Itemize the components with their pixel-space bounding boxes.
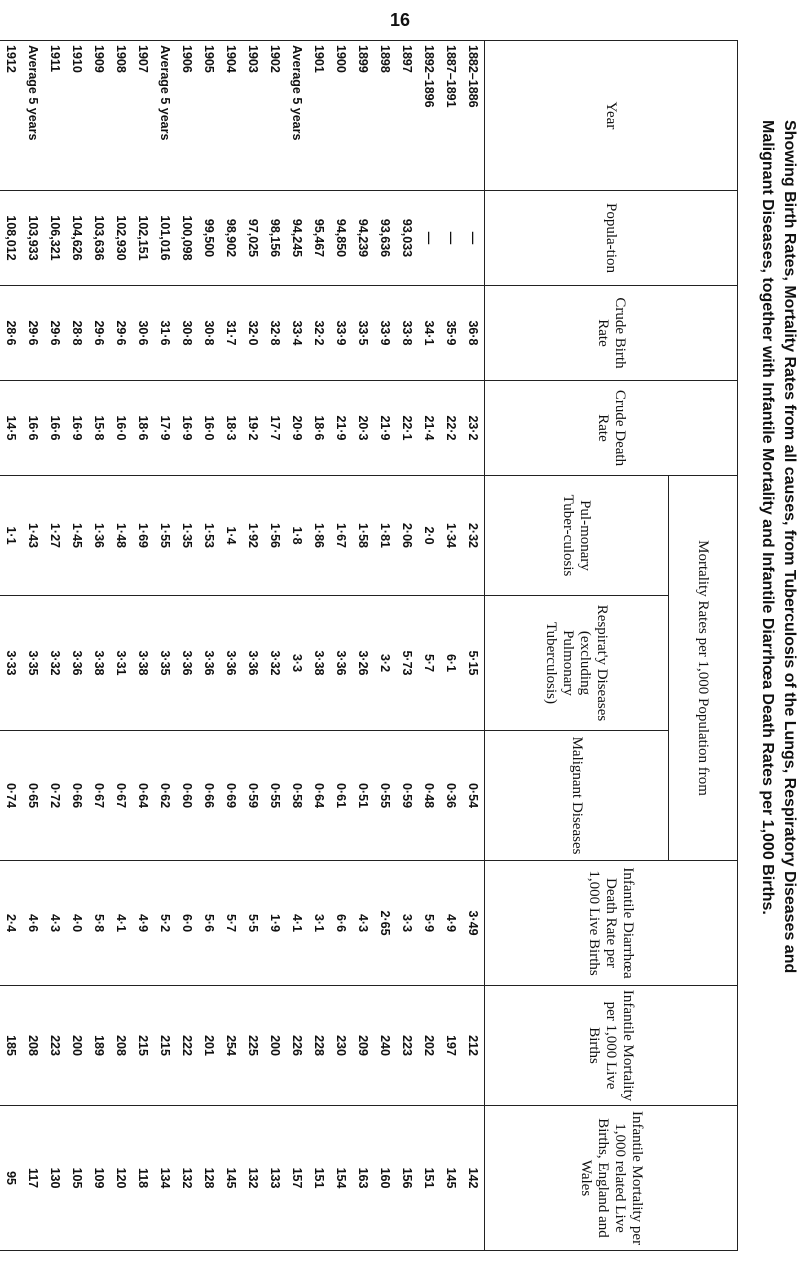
cell-birth-rate: 29·6 xyxy=(22,286,44,381)
cell-respiratory: 3·32 xyxy=(264,596,286,731)
cell-year: 1906 xyxy=(176,41,198,191)
cell-pulmonary-tb: 1·27 xyxy=(44,476,66,596)
cell-year: 1907 xyxy=(132,41,154,191)
cell-infant-mortality-ew: 156 xyxy=(396,1106,418,1251)
cell-birth-rate: 33·4 xyxy=(286,286,308,381)
cell-respiratory: 3·33 xyxy=(0,596,22,731)
cell-year: 1905 xyxy=(198,41,220,191)
cell-malignant: 0·72 xyxy=(44,731,66,861)
cell-pulmonary-tb: 1·67 xyxy=(330,476,352,596)
title-line-1: Showing Birth Rates, Mortality Rates from all causes, from Tuberculosis of the Lungs, Respiratory Diseases and xyxy=(781,120,798,974)
cell-diarrhoea-rate: 4·3 xyxy=(352,861,374,986)
cell-population: 103,636 xyxy=(88,191,110,286)
cell-infant-mortality: 200 xyxy=(264,986,286,1106)
cell-population: 98,156 xyxy=(264,191,286,286)
vital-statistics-table xyxy=(0,40,738,1251)
cell-birth-rate: 32·2 xyxy=(308,286,330,381)
cell-population: 108,012 xyxy=(0,191,22,286)
cell-respiratory: 3·38 xyxy=(88,596,110,731)
page-number: 16 xyxy=(389,10,411,30)
cell-birth-rate: 30·8 xyxy=(176,286,198,381)
cell-year: 1909 xyxy=(88,41,110,191)
table-row xyxy=(0,41,22,1251)
cell-infant-mortality: 212 xyxy=(462,986,485,1106)
cell-pulmonary-tb: 1·34 xyxy=(440,476,462,596)
header-infant-mortality-england-wales: Infantile Mortality per 1,000 related Live Births, England and Wales xyxy=(485,1106,738,1251)
cell-respiratory: 3·36 xyxy=(198,596,220,731)
cell-infant-mortality: 226 xyxy=(286,986,308,1106)
cell-birth-rate: 29·6 xyxy=(44,286,66,381)
cell-infant-mortality-ew: 117 xyxy=(22,1106,44,1251)
cell-diarrhoea-rate: 6·0 xyxy=(176,861,198,986)
cell-infant-mortality: 209 xyxy=(352,986,374,1106)
cell-malignant: 0·67 xyxy=(88,731,110,861)
cell-pulmonary-tb: 1·69 xyxy=(132,476,154,596)
cell-pulmonary-tb: 2·0 xyxy=(418,476,440,596)
cell-birth-rate: 29·6 xyxy=(110,286,132,381)
cell-diarrhoea-rate: 5·5 xyxy=(242,861,264,986)
table-row xyxy=(462,41,485,1251)
cell-diarrhoea-rate: 4·0 xyxy=(66,861,88,986)
cell-infant-mortality: 225 xyxy=(242,986,264,1106)
cell-population: 97,025 xyxy=(242,191,264,286)
cell-birth-rate: 29·6 xyxy=(88,286,110,381)
document-title xyxy=(756,40,800,1250)
cell-year: 1882–1886 xyxy=(462,41,485,191)
cell-malignant: 0·55 xyxy=(264,731,286,861)
cell-birth-rate: 31·7 xyxy=(220,286,242,381)
cell-birth-rate: 30·8 xyxy=(198,286,220,381)
cell-death-rate: 21·4 xyxy=(418,381,440,476)
cell-infant-mortality: 223 xyxy=(396,986,418,1106)
cell-year: 1912 xyxy=(0,41,22,191)
cell-birth-rate: 33·9 xyxy=(330,286,352,381)
cell-respiratory: 3·36 xyxy=(242,596,264,731)
title-line-2: Malignant Diseases, together with Infantile Mortality and Infantile Diarrhœa Death Rates per 1,000 Births. xyxy=(759,120,776,915)
table-row xyxy=(352,41,374,1251)
cell-respiratory: 3·36 xyxy=(66,596,88,731)
cell-diarrhoea-rate: 4·9 xyxy=(440,861,462,986)
cell-diarrhoea-rate: 4·1 xyxy=(286,861,308,986)
cell-diarrhoea-rate: 3·3 xyxy=(396,861,418,986)
cell-malignant: 0·69 xyxy=(220,731,242,861)
cell-infant-mortality-ew: 151 xyxy=(418,1106,440,1251)
cell-diarrhoea-rate: 2·4 xyxy=(0,861,22,986)
table-row xyxy=(330,41,352,1251)
table-row xyxy=(44,41,66,1251)
cell-diarrhoea-rate: 6·6 xyxy=(330,861,352,986)
header-pulmonary-tuberculosis: Pul-monary Tuber-culosis xyxy=(485,476,669,596)
table-row xyxy=(374,41,396,1251)
cell-death-rate: 22·1 xyxy=(396,381,418,476)
cell-death-rate: 16·6 xyxy=(22,381,44,476)
cell-diarrhoea-rate: 5·2 xyxy=(154,861,176,986)
cell-birth-rate: 32·8 xyxy=(264,286,286,381)
cell-infant-mortality-ew: 132 xyxy=(176,1106,198,1251)
header-diarrhoea-rate: Infantile Diarrhœa Death Rate per 1,000 Live Births xyxy=(485,861,738,986)
table-row xyxy=(418,41,440,1251)
cell-year: 1904 xyxy=(220,41,242,191)
cell-death-rate: 15·8 xyxy=(88,381,110,476)
cell-infant-mortality-ew: 157 xyxy=(286,1106,308,1251)
cell-population: 95,467 xyxy=(308,191,330,286)
cell-respiratory: 3·35 xyxy=(154,596,176,731)
table-body xyxy=(0,41,485,1251)
rotated-table-block xyxy=(4,40,800,1250)
cell-population: 98,902 xyxy=(220,191,242,286)
cell-pulmonary-tb: 1·35 xyxy=(176,476,198,596)
cell-infant-mortality: 197 xyxy=(440,986,462,1106)
cell-infant-mortality: 230 xyxy=(330,986,352,1106)
cell-diarrhoea-rate: 4·9 xyxy=(132,861,154,986)
table-row xyxy=(308,41,330,1251)
header-infant-mortality: Infantile Mortality per 1,000 Live Births xyxy=(485,986,738,1106)
cell-infant-mortality: 201 xyxy=(198,986,220,1106)
cell-population: 106,321 xyxy=(44,191,66,286)
cell-year: 1899 xyxy=(352,41,374,191)
cell-respiratory: 3·38 xyxy=(308,596,330,731)
cell-birth-rate: 30·6 xyxy=(132,286,154,381)
cell-pulmonary-tb: 1·45 xyxy=(66,476,88,596)
cell-respiratory: 3·38 xyxy=(132,596,154,731)
cell-malignant: 0·62 xyxy=(154,731,176,861)
cell-year: 1900 xyxy=(330,41,352,191)
table-row xyxy=(264,41,286,1251)
cell-infant-mortality: 254 xyxy=(220,986,242,1106)
cell-population: — xyxy=(440,191,462,286)
cell-infant-mortality: 202 xyxy=(418,986,440,1106)
cell-infant-mortality-ew: 128 xyxy=(198,1106,220,1251)
cell-year: 1897 xyxy=(396,41,418,191)
cell-infant-mortality-ew: 145 xyxy=(440,1106,462,1251)
cell-pulmonary-tb: 1·43 xyxy=(22,476,44,596)
average-row xyxy=(154,41,176,1251)
cell-pulmonary-tb: 1·55 xyxy=(154,476,176,596)
average-row xyxy=(22,41,44,1251)
cell-infant-mortality: 240 xyxy=(374,986,396,1106)
cell-population: 101,016 xyxy=(154,191,176,286)
cell-population: 94,239 xyxy=(352,191,374,286)
table-row xyxy=(198,41,220,1251)
cell-infant-mortality-ew: 145 xyxy=(220,1106,242,1251)
cell-population: 100,098 xyxy=(176,191,198,286)
cell-pulmonary-tb: 1·48 xyxy=(110,476,132,596)
cell-population: 93,636 xyxy=(374,191,396,286)
cell-infant-mortality-ew: 109 xyxy=(88,1106,110,1251)
cell-infant-mortality-ew: 120 xyxy=(110,1106,132,1251)
cell-malignant: 0·64 xyxy=(132,731,154,861)
table-row xyxy=(132,41,154,1251)
cell-respiratory: 5·15 xyxy=(462,596,485,731)
cell-respiratory: 3·2 xyxy=(374,596,396,731)
cell-pulmonary-tb: 1·1 xyxy=(0,476,22,596)
cell-population: — xyxy=(418,191,440,286)
cell-death-rate: 17·7 xyxy=(264,381,286,476)
cell-infant-mortality-ew: 163 xyxy=(352,1106,374,1251)
cell-malignant: 0·74 xyxy=(0,731,22,861)
cell-infant-mortality-ew: 154 xyxy=(330,1106,352,1251)
cell-malignant: 0·59 xyxy=(242,731,264,861)
cell-infant-mortality: 189 xyxy=(88,986,110,1106)
header-year: Year xyxy=(485,41,738,191)
cell-respiratory: 3·36 xyxy=(220,596,242,731)
cell-respiratory: 3·36 xyxy=(330,596,352,731)
cell-diarrhoea-rate: 4·6 xyxy=(22,861,44,986)
cell-year: 1902 xyxy=(264,41,286,191)
cell-year: Average 5 years xyxy=(154,41,176,191)
table-row xyxy=(88,41,110,1251)
cell-respiratory: 3·3 xyxy=(286,596,308,731)
cell-respiratory: 3·31 xyxy=(110,596,132,731)
cell-malignant: 0·48 xyxy=(418,731,440,861)
cell-diarrhoea-rate: 5·6 xyxy=(198,861,220,986)
cell-death-rate: 23·2 xyxy=(462,381,485,476)
header-population: Popula-tion xyxy=(485,191,738,286)
cell-pulmonary-tb: 1·36 xyxy=(88,476,110,596)
average-row xyxy=(286,41,308,1251)
table-row xyxy=(66,41,88,1251)
cell-infant-mortality-ew: 142 xyxy=(462,1106,485,1251)
cell-year: Average 5 years xyxy=(22,41,44,191)
cell-pulmonary-tb: 1·56 xyxy=(264,476,286,596)
cell-birth-rate: 33·8 xyxy=(396,286,418,381)
cell-malignant: 0·60 xyxy=(176,731,198,861)
cell-population: 104,626 xyxy=(66,191,88,286)
cell-malignant: 0·54 xyxy=(462,731,485,861)
cell-diarrhoea-rate: 3·49 xyxy=(462,861,485,986)
cell-infant-mortality-ew: 134 xyxy=(154,1106,176,1251)
header-death-rate: Crude Death Rate xyxy=(485,381,738,476)
cell-death-rate: 16·0 xyxy=(198,381,220,476)
cell-malignant: 0·59 xyxy=(396,731,418,861)
cell-death-rate: 21·9 xyxy=(330,381,352,476)
cell-diarrhoea-rate: 5·8 xyxy=(88,861,110,986)
cell-pulmonary-tb: 2·06 xyxy=(396,476,418,596)
cell-diarrhoea-rate: 2·65 xyxy=(374,861,396,986)
cell-year: 1908 xyxy=(110,41,132,191)
cell-death-rate: 16·6 xyxy=(44,381,66,476)
cell-birth-rate: 32·0 xyxy=(242,286,264,381)
cell-death-rate: 17·9 xyxy=(154,381,176,476)
cell-year: 1892–1896 xyxy=(418,41,440,191)
cell-diarrhoea-rate: 4·1 xyxy=(110,861,132,986)
cell-death-rate: 16·9 xyxy=(66,381,88,476)
cell-death-rate: 16·0 xyxy=(110,381,132,476)
cell-malignant: 0·64 xyxy=(308,731,330,861)
cell-year: 1903 xyxy=(242,41,264,191)
cell-population: 93,033 xyxy=(396,191,418,286)
cell-pulmonary-tb: 1·8 xyxy=(286,476,308,596)
cell-pulmonary-tb: 1·53 xyxy=(198,476,220,596)
header-birth-rate: Crude Birth Rate xyxy=(485,286,738,381)
cell-population: 99,500 xyxy=(198,191,220,286)
cell-malignant: 0·67 xyxy=(110,731,132,861)
cell-death-rate: 21·9 xyxy=(374,381,396,476)
cell-birth-rate: 35·9 xyxy=(440,286,462,381)
cell-infant-mortality: 223 xyxy=(44,986,66,1106)
cell-death-rate: 20·3 xyxy=(352,381,374,476)
cell-infant-mortality: 208 xyxy=(110,986,132,1106)
cell-birth-rate: 36·8 xyxy=(462,286,485,381)
cell-pulmonary-tb: 1·4 xyxy=(220,476,242,596)
cell-year: 1898 xyxy=(374,41,396,191)
cell-population: 94,850 xyxy=(330,191,352,286)
cell-infant-mortality-ew: 130 xyxy=(44,1106,66,1251)
cell-malignant: 0·66 xyxy=(66,731,88,861)
cell-malignant: 0·65 xyxy=(22,731,44,861)
cell-pulmonary-tb: 1·81 xyxy=(374,476,396,596)
cell-infant-mortality-ew: 118 xyxy=(132,1106,154,1251)
cell-death-rate: 18·6 xyxy=(132,381,154,476)
header-mortality-group: Mortality Rates per 1,000 Population from xyxy=(669,476,738,861)
cell-death-rate: 18·6 xyxy=(308,381,330,476)
cell-birth-rate: 33·5 xyxy=(352,286,374,381)
cell-infant-mortality: 208 xyxy=(22,986,44,1106)
cell-infant-mortality-ew: 160 xyxy=(374,1106,396,1251)
cell-infant-mortality: 200 xyxy=(66,986,88,1106)
cell-malignant: 0·58 xyxy=(286,731,308,861)
cell-year: 1901 xyxy=(308,41,330,191)
cell-diarrhoea-rate: 5·9 xyxy=(418,861,440,986)
cell-infant-mortality-ew: 105 xyxy=(66,1106,88,1251)
cell-diarrhoea-rate: 3·1 xyxy=(308,861,330,986)
cell-respiratory: 5·7 xyxy=(418,596,440,731)
cell-death-rate: 18·3 xyxy=(220,381,242,476)
cell-pulmonary-tb: 1·86 xyxy=(308,476,330,596)
cell-malignant: 0·55 xyxy=(374,731,396,861)
cell-birth-rate: 28·8 xyxy=(66,286,88,381)
cell-birth-rate: 34·1 xyxy=(418,286,440,381)
cell-infant-mortality: 215 xyxy=(154,986,176,1106)
cell-infant-mortality-ew: 133 xyxy=(264,1106,286,1251)
cell-death-rate: 22·2 xyxy=(440,381,462,476)
cell-birth-rate: 33·9 xyxy=(374,286,396,381)
cell-birth-rate: 28·6 xyxy=(0,286,22,381)
cell-respiratory: 3·35 xyxy=(22,596,44,731)
cell-birth-rate: 31·6 xyxy=(154,286,176,381)
cell-respiratory: 3·26 xyxy=(352,596,374,731)
cell-diarrhoea-rate: 1·9 xyxy=(264,861,286,986)
cell-pulmonary-tb: 1·58 xyxy=(352,476,374,596)
table-row xyxy=(396,41,418,1251)
cell-respiratory: 3·36 xyxy=(176,596,198,731)
cell-year: Average 5 years xyxy=(286,41,308,191)
cell-infant-mortality: 215 xyxy=(132,986,154,1106)
cell-population: — xyxy=(462,191,485,286)
cell-year: 1911 xyxy=(44,41,66,191)
cell-malignant: 0·51 xyxy=(352,731,374,861)
table-row xyxy=(176,41,198,1251)
table-row xyxy=(440,41,462,1251)
cell-malignant: 0·66 xyxy=(198,731,220,861)
cell-infant-mortality: 228 xyxy=(308,986,330,1106)
table-row xyxy=(220,41,242,1251)
cell-death-rate: 19·2 xyxy=(242,381,264,476)
cell-population: 94,245 xyxy=(286,191,308,286)
cell-diarrhoea-rate: 5·7 xyxy=(220,861,242,986)
cell-death-rate: 14·5 xyxy=(0,381,22,476)
cell-population: 102,151 xyxy=(132,191,154,286)
cell-population: 102,930 xyxy=(110,191,132,286)
cell-pulmonary-tb: 1·92 xyxy=(242,476,264,596)
cell-population: 103,933 xyxy=(22,191,44,286)
cell-year: 1887–1891 xyxy=(440,41,462,191)
table-row xyxy=(110,41,132,1251)
cell-infant-mortality: 222 xyxy=(176,986,198,1106)
cell-malignant: 0·36 xyxy=(440,731,462,861)
cell-infant-mortality-ew: 95 xyxy=(0,1106,22,1251)
cell-infant-mortality: 185 xyxy=(0,986,22,1106)
cell-diarrhoea-rate: 4·3 xyxy=(44,861,66,986)
cell-malignant: 0·61 xyxy=(330,731,352,861)
header-malignant-diseases: Malignant Diseases xyxy=(485,731,669,861)
cell-infant-mortality-ew: 151 xyxy=(308,1106,330,1251)
cell-death-rate: 16·9 xyxy=(176,381,198,476)
cell-respiratory: 5·73 xyxy=(396,596,418,731)
header-respiratory-diseases: Respirat'y Diseases (excluding Pulmonary Tuberculosis) xyxy=(485,596,669,731)
cell-infant-mortality-ew: 132 xyxy=(242,1106,264,1251)
table-row xyxy=(242,41,264,1251)
cell-death-rate: 20·9 xyxy=(286,381,308,476)
cell-year: 1910 xyxy=(66,41,88,191)
cell-pulmonary-tb: 2·32 xyxy=(462,476,485,596)
cell-respiratory: 6·1 xyxy=(440,596,462,731)
cell-respiratory: 3·32 xyxy=(44,596,66,731)
